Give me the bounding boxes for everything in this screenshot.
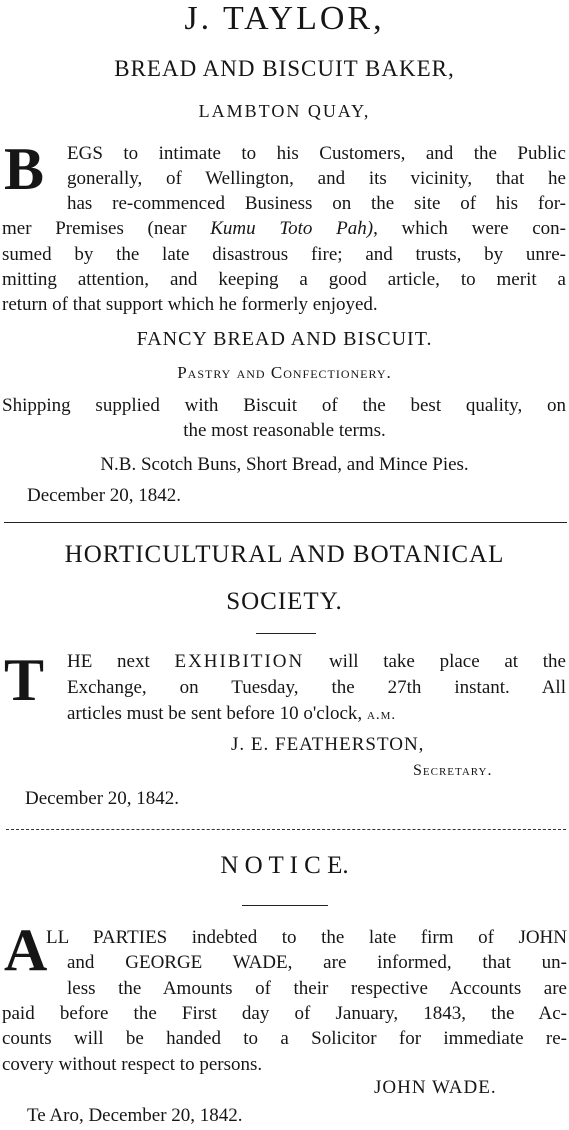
section-divider (4, 522, 567, 523)
taylor-para-line-4: mer Premises (near Kumu Toto Pah), which were con- (2, 218, 566, 239)
society-title-line-2: SOCIETY. (226, 588, 343, 615)
title-underline (256, 633, 316, 634)
taylor-address: LAMBTON QUAY, (198, 101, 371, 121)
taylor-para-line-2: gonerally, of Wellington, and its vicinity, that he (67, 168, 566, 189)
taylor-shipping-line-2: the most reasonable terms. (183, 420, 386, 441)
taylor-para-line-3: has re-commenced Business on the site of his for- (67, 193, 566, 214)
taylor-date: December 20, 1842. (27, 485, 182, 506)
notice-para-line-2: and GEORGE WADE, are informed, that un- (67, 952, 567, 973)
notice-drop-cap: A (4, 917, 48, 983)
taylor-fancy-heading: FANCY BREAD AND BISCUIT. (136, 328, 433, 350)
taylor-pastry-heading: Pastry and Confectionery. (177, 363, 392, 382)
society-role: Secretary. (413, 762, 493, 779)
notice-para-line-3: less the Amounts of their respective Accounts are (67, 978, 567, 999)
taylor-para-line-7: return of that support which he formerly enjoyed. (2, 294, 378, 315)
notice-signer: JOHN WADE. (374, 1077, 497, 1098)
taylor-para-line-6: mitting attention, and keeping a good article, to merit a (2, 269, 566, 290)
notice-para-line-6: covery without respect to persons. (2, 1054, 263, 1075)
section-divider-dashed (6, 829, 566, 830)
society-title-line-1: HORTICULTURAL AND BOTANICAL (64, 541, 505, 568)
society-para-line-2: Exchange, on Tuesday, the 27th instant. All (67, 677, 566, 698)
taylor-para-line-5: sumed by the late disastrous fire; and trusts, by unre- (2, 244, 566, 265)
taylor-drop-cap: B (4, 136, 45, 202)
place-name: Kumu Toto Pah) (210, 218, 374, 239)
notice-para-line-4: paid before the First day of January, 1843, the Ac- (2, 1003, 567, 1024)
taylor-nb-line: N.B. Scotch Buns, Short Bread, and Mince Pies. (100, 454, 469, 475)
taylor-trade: BREAD AND BISCUIT BAKER, (114, 56, 455, 81)
notice-para-line-5: counts will be handed to a Solicitor for immediate re- (2, 1028, 567, 1049)
taylor-para-line-1: EGS to intimate to his Customers, and the Public (67, 143, 566, 164)
society-date: December 20, 1842. (25, 788, 180, 809)
society-para-line-1: HE next EXHIBITION will take place at the (67, 651, 566, 672)
society-para-line-3: articles must be sent before 10 o'clock, a.m. (67, 703, 397, 724)
notice-title: N O T I C E. (220, 852, 349, 879)
taylor-name: J. TAYLOR, (184, 0, 385, 37)
title-underline (242, 905, 328, 906)
society-signer: J. E. FEATHERSTON, (231, 734, 425, 755)
society-drop-cap: T (4, 647, 45, 713)
notice-para-line-1: LL PARTIES indebted to the late firm of JOHN (46, 927, 567, 948)
taylor-shipping-line-1: Shipping supplied with Biscuit of the best quality, on (2, 395, 566, 416)
notice-date: Te Aro, December 20, 1842. (27, 1105, 243, 1126)
